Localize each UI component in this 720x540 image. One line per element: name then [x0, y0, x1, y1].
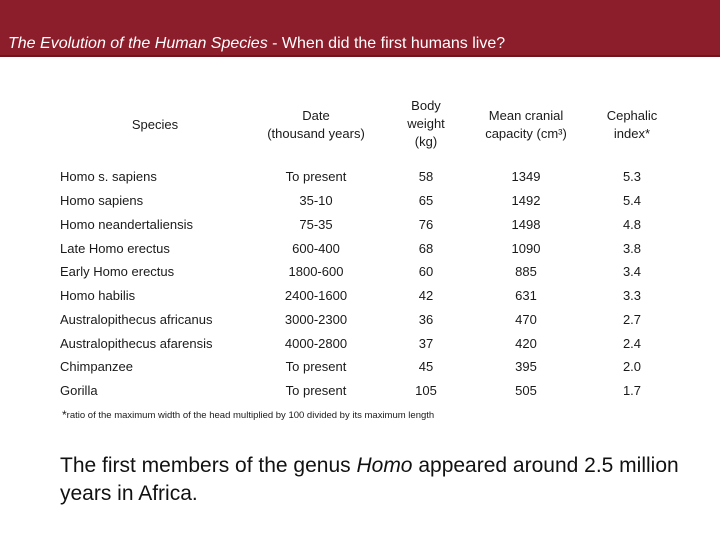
cell-cephalic: 5.4 [622, 193, 642, 208]
cell-species: Australopithecus afarensis [60, 336, 213, 351]
header-cephalic-line1: Cephalic [606, 108, 658, 123]
cell-cephalic: 2.4 [622, 336, 642, 351]
cell-date: To present [285, 169, 347, 184]
cell-cephalic: 2.7 [622, 312, 642, 327]
cell-cranial: 885 [515, 264, 537, 279]
cell-weight: 58 [418, 169, 434, 184]
cell-cephalic: 3.8 [622, 241, 642, 256]
footnote-star: * [62, 408, 67, 422]
cell-weight: 68 [418, 241, 434, 256]
cell-date: To present [285, 359, 347, 374]
cell-species: Late Homo erectus [60, 241, 170, 256]
summary-after: appeared around 2.5 million years in Africa. [60, 454, 679, 505]
cell-weight: 76 [418, 217, 434, 232]
cell-weight: 65 [418, 193, 434, 208]
cell-cephalic: 5.3 [622, 169, 642, 184]
cell-cephalic: 1.7 [622, 383, 642, 398]
header-date [246, 107, 386, 143]
cell-date: 1800-600 [288, 264, 344, 279]
cell-date: 2400-1600 [284, 288, 348, 303]
cell-species: Chimpanzee [60, 359, 133, 374]
cell-cephalic: 2.0 [622, 359, 642, 374]
cell-cranial: 1492 [511, 193, 541, 208]
table-footnote [62, 408, 434, 422]
slide-title-rest: - When did the first humans live? [267, 35, 506, 52]
cell-species: Australopithecus africanus [60, 312, 213, 327]
cell-cephalic: 3.4 [622, 264, 642, 279]
header-cephalic-line2: index* [613, 126, 651, 141]
header-body-weight [386, 97, 466, 151]
header-cranial-line2: capacity (cm³) [485, 126, 567, 141]
cell-weight: 105 [415, 383, 437, 398]
cell-cranial: 420 [515, 336, 537, 351]
cell-species: Homo habilis [60, 288, 136, 303]
header-date-line1: Date [302, 108, 330, 123]
cell-cranial: 505 [515, 383, 537, 398]
cell-date: 600-400 [292, 241, 340, 256]
cell-weight: 37 [418, 336, 434, 351]
header-body-line2: weight [407, 116, 445, 131]
cell-cranial: 1090 [511, 241, 541, 256]
header-cranial-line1: Mean cranial [488, 108, 564, 123]
cell-cranial: 395 [515, 359, 537, 374]
cell-weight: 36 [418, 312, 434, 327]
cell-species: Early Homo erectus [60, 264, 175, 279]
header-body-line3: (kg) [414, 134, 438, 149]
header-cranial [466, 107, 586, 143]
header-species-label: Species [131, 117, 179, 132]
summary-italic: Homo [356, 454, 413, 477]
header-body-line1: Body [411, 98, 441, 113]
header-date-line2: (thousand years) [267, 126, 365, 141]
cell-date: 3000-2300 [284, 312, 348, 327]
cell-cranial: 470 [515, 312, 537, 327]
cell-date: 35-10 [299, 193, 333, 208]
cell-species: Gorilla [60, 383, 98, 398]
header-cephalic [592, 107, 672, 143]
cell-date: 75-35 [299, 217, 333, 232]
header-species [100, 116, 210, 134]
cell-cranial: 631 [515, 288, 537, 303]
footnote-text: ratio of the maximum width of the head multiplied by 100 divided by its maximum length [66, 410, 435, 421]
cell-species: Homo s. sapiens [60, 169, 157, 184]
cell-species: Homo neandertaliensis [60, 217, 193, 232]
cell-weight: 42 [418, 288, 434, 303]
cell-date: To present [285, 383, 347, 398]
cell-cranial: 1349 [511, 169, 541, 184]
summary-text [60, 452, 700, 508]
cell-cephalic: 3.3 [622, 288, 642, 303]
slide-title-italic: The Evolution of the Human Species [8, 35, 268, 52]
cell-species: Homo sapiens [60, 193, 144, 208]
summary-before: The first members of the genus [60, 454, 357, 477]
cell-cephalic: 4.8 [622, 217, 642, 232]
cell-weight: 45 [418, 359, 434, 374]
cell-weight: 60 [418, 264, 434, 279]
cell-date: 4000-2800 [284, 336, 348, 351]
cell-cranial: 1498 [511, 217, 541, 232]
